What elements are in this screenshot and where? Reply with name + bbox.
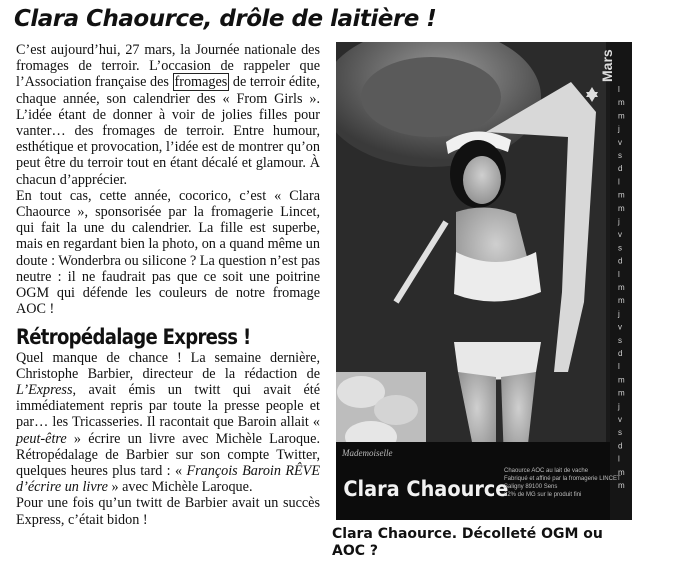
paragraph-3-text-c: » écrire un livre avec Michèle Laroque. Rétropédalage de Barbier sur son compte Twitter, quelques heures plus tard : « (16, 430, 320, 480)
photo-caption: Clara Chaource. Décolleté OGM ou AOC ? (332, 526, 603, 559)
subheading: Rétropédalage Express ! (16, 325, 251, 350)
paragraph-3 (16, 350, 320, 496)
article-body (16, 42, 320, 528)
day-letter: j (618, 401, 620, 411)
calendar-photo (336, 42, 632, 520)
express-italic: L’Express (16, 382, 73, 399)
paragraph-4: Pour une fois qu’un twitt de Barbier avait un succès Express, c’était bidon ! (16, 495, 320, 528)
day-letter: d (618, 441, 623, 451)
info-line: 22% de MG sur le produit fini (504, 492, 582, 498)
day-letter: l (618, 269, 620, 279)
day-letter: l (618, 362, 620, 372)
day-letter: d (618, 164, 623, 174)
name-banner: Clara Chaource (343, 476, 509, 502)
day-letter: v (618, 230, 622, 240)
day-letter: m (618, 375, 625, 385)
paragraph-3-text-b: , avait émis un twitt qui avait été immédiatement repris par toute la presse people et par… les Tricasseries. Il racontait que Baroin allait « (16, 382, 320, 431)
day-letter: d (618, 256, 623, 266)
paragraph-3-text-d: » avec Michèle Laroque. (107, 479, 253, 496)
day-letter: v (618, 322, 622, 332)
script-label: Mademoiselle (342, 448, 393, 458)
day-letter: m (618, 283, 625, 292)
day-letter: s (618, 243, 622, 253)
day-letter: l (618, 454, 620, 464)
day-letter: l (618, 85, 620, 94)
highlighted-word: fromages (174, 74, 228, 91)
day-letter: s (618, 335, 622, 345)
day-letter: v (618, 137, 622, 147)
face (463, 156, 501, 204)
article-headline: Clara Chaource, drôle de laitière ! (14, 6, 437, 32)
info-line: Fabriqué et affiné par la fromagerie LINCET (504, 476, 621, 482)
day-letter: m (618, 203, 625, 213)
day-letter: j (618, 217, 620, 226)
day-letter: l (618, 177, 620, 187)
paragraph-1-text-a: C’est aujourd’hui, 27 mars, la Journée nationale des fromages de terroir. L’occasion de rappeler que l’Association française des (16, 42, 320, 91)
calendar-photo-art (336, 42, 632, 520)
info-line: Chaource AOC au lait de vache (504, 468, 589, 474)
day-letter: j (618, 309, 620, 319)
day-letter: m (618, 111, 625, 121)
day-letter: m (618, 190, 625, 200)
paragraph-3-text-a: Quel manque de chance ! La semaine dernière, Christophe Barbier, directeur de la rédaction de (16, 349, 320, 382)
day-letter: d (618, 349, 623, 358)
month-label: Mars (599, 49, 615, 82)
paragraph-2: En tout cas, cette année, cocorico, c’est « Clara Chaource », sponsorisée par la fromagerie Lincet, qui fait la une du calendrier. La fille est superbe, mais en regardant bien la photo, on a quand même un doute : Wonderbra ou silicone ? La question n’est pas neutre : il ne faudrait pas que ce soit une poitrine OGM qui défende les couleurs de notre fromage AOC ! (16, 187, 320, 318)
day-letter: m (618, 296, 625, 306)
day-letter: m (618, 481, 625, 490)
peut-etre-italic: peut-être (16, 430, 67, 447)
day-letter: j (618, 124, 620, 134)
day-letter: m (618, 98, 625, 108)
info-line: Saligny 89100 Sens (504, 484, 558, 490)
day-letter: s (618, 428, 622, 438)
paragraph-1-text-b: de terroir édite, chaque année, son calendrier des « From Girls ». L’idée étant de donner à voir de jolies filles pour vanter… des fromages de terroir. Entre humour, esthétique et provocation, l’idée est de montrer qu’on peut être du terroir tout en étant décalé et glamour. À chacun d’apprécier. (16, 74, 320, 188)
paragraph-1 (16, 42, 320, 188)
day-letter: s (618, 151, 622, 160)
day-letter: m (618, 388, 625, 398)
day-letter: v (618, 415, 622, 424)
day-letter: m (618, 467, 625, 477)
quote-italic: François Baroin RÊVE d’écrire un livre (16, 463, 321, 496)
